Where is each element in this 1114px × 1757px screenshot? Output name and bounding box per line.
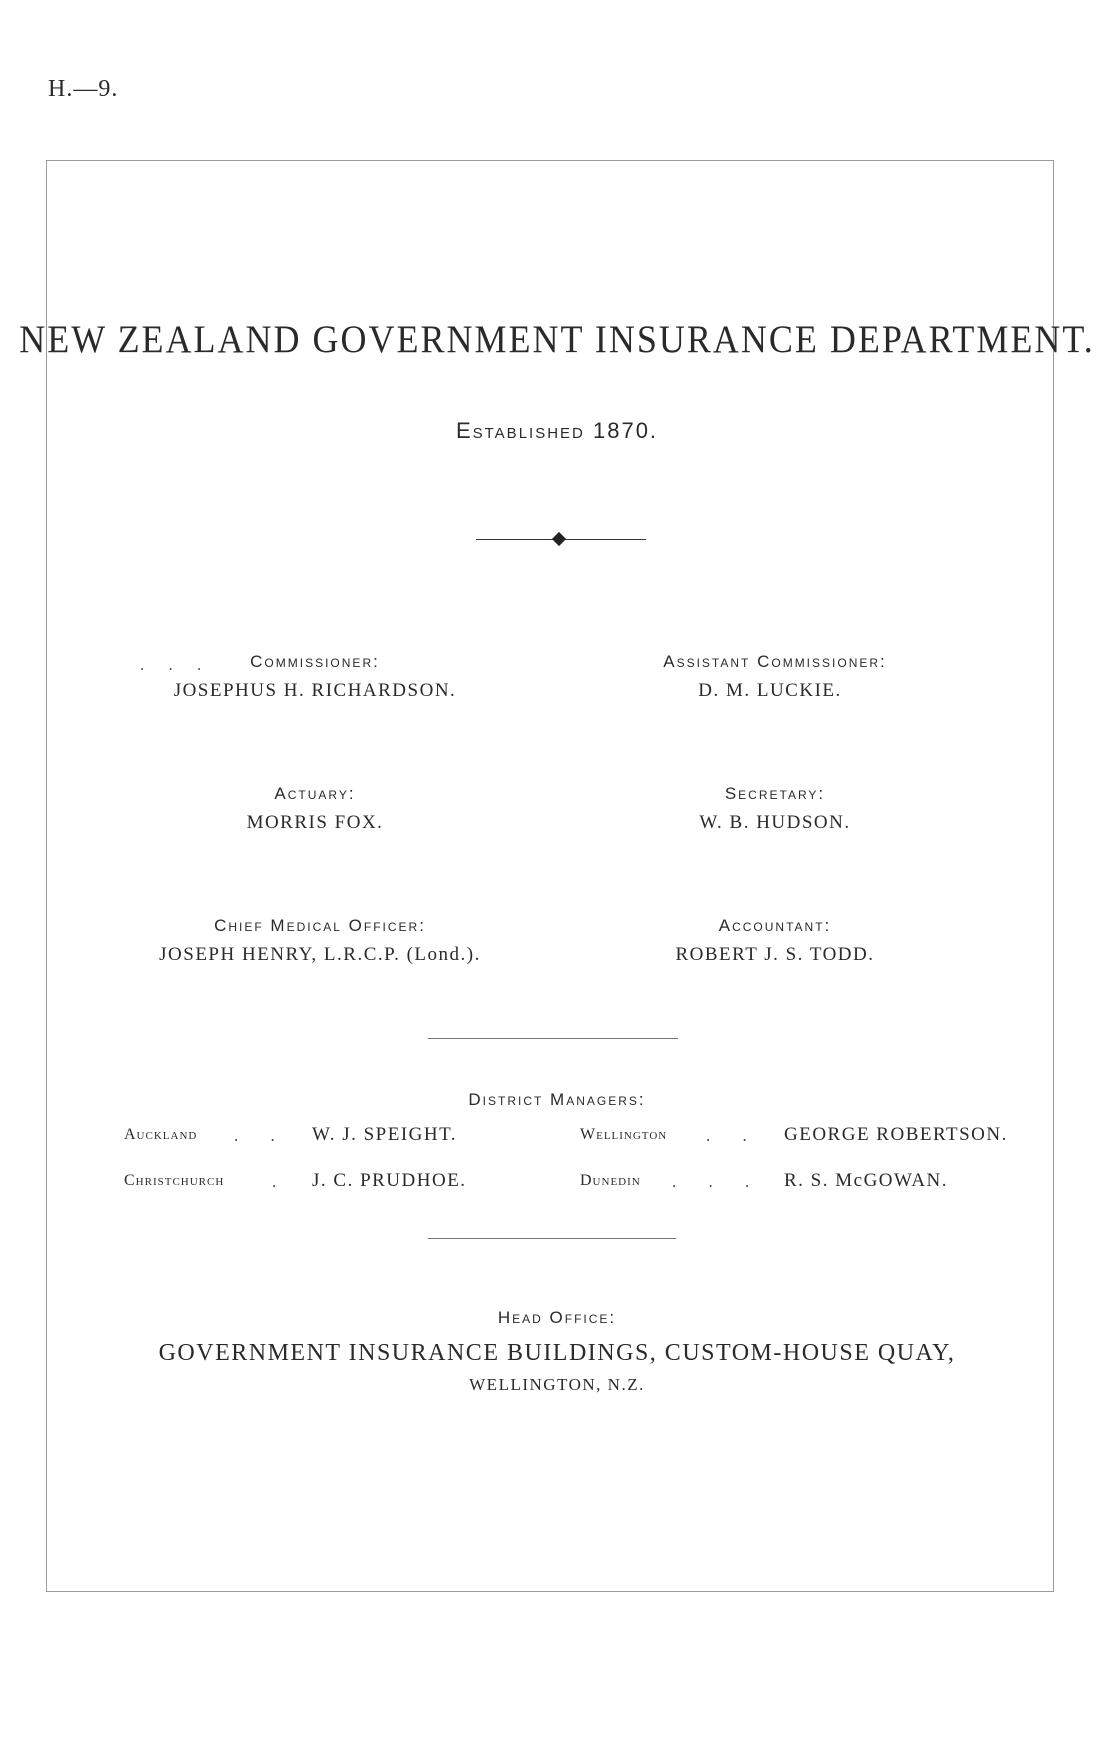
stray-dots: . . . (140, 655, 212, 674)
secretary-name: W. B. HUDSON. (699, 812, 851, 833)
district-city: Christchurch (124, 1172, 225, 1189)
secretary-role: Secretary: (724, 784, 826, 803)
section-rule (428, 1038, 678, 1039)
dot-leader: . . (706, 1126, 761, 1145)
department-title: NEW ZEALAND GOVERNMENT INSURANCE DEPARTMENT. (19, 317, 1095, 361)
chief-medical-officer-name: JOSEPH HENRY, L.R.C.P. (Lond.). (159, 944, 481, 965)
dot-leader: . . . (672, 1172, 764, 1191)
actuary-role: Actuary: (274, 784, 356, 803)
dot-leader: . (272, 1172, 291, 1191)
district-city: Wellington (580, 1126, 668, 1143)
actuary-name: MORRIS FOX. (246, 812, 384, 833)
district-entry-dunedin (580, 1170, 1010, 1196)
commissioner-role: Commissioner: (250, 652, 380, 671)
diamond-rule-ornament (476, 530, 646, 550)
district-entry-auckland (124, 1124, 604, 1150)
accountant-role: Accountant: (718, 916, 832, 935)
assistant-commissioner-name: D. M. LUCKIE. (698, 680, 842, 701)
district-entry-wellington (580, 1124, 1010, 1150)
chief-medical-officer-role: Chief Medical Officer: (214, 916, 426, 935)
district-manager-name: J. C. PRUDHOE. (312, 1170, 467, 1191)
district-manager-name: W. J. SPEIGHT. (312, 1124, 458, 1145)
district-entry-christchurch (124, 1170, 604, 1196)
commissioner-name: JOSEPHUS H. RICHARDSON. (173, 680, 457, 701)
accountant-name: ROBERT J. S. TODD. (675, 944, 875, 965)
page-reference: H.—9. (48, 76, 119, 102)
dot-leader: . . (234, 1126, 289, 1145)
district-manager-name: GEORGE ROBERTSON. (784, 1124, 1008, 1145)
district-managers-heading: District Managers: (468, 1090, 646, 1109)
district-city: Dunedin (580, 1172, 641, 1189)
head-office-heading: Head Office: (497, 1308, 617, 1327)
established-line: Established 1870. (455, 418, 659, 443)
head-office-city: WELLINGTON, N.Z. (469, 1375, 645, 1394)
assistant-commissioner-role: Assistant Commissioner: (663, 652, 887, 671)
district-city: Auckland (124, 1126, 198, 1143)
section-rule (428, 1238, 676, 1239)
diamond-icon (552, 532, 566, 546)
head-office-address: GOVERNMENT INSURANCE BUILDINGS, CUSTOM-HOUSE QUAY, (158, 1340, 956, 1366)
district-manager-name: R. S. McGOWAN. (784, 1170, 949, 1191)
